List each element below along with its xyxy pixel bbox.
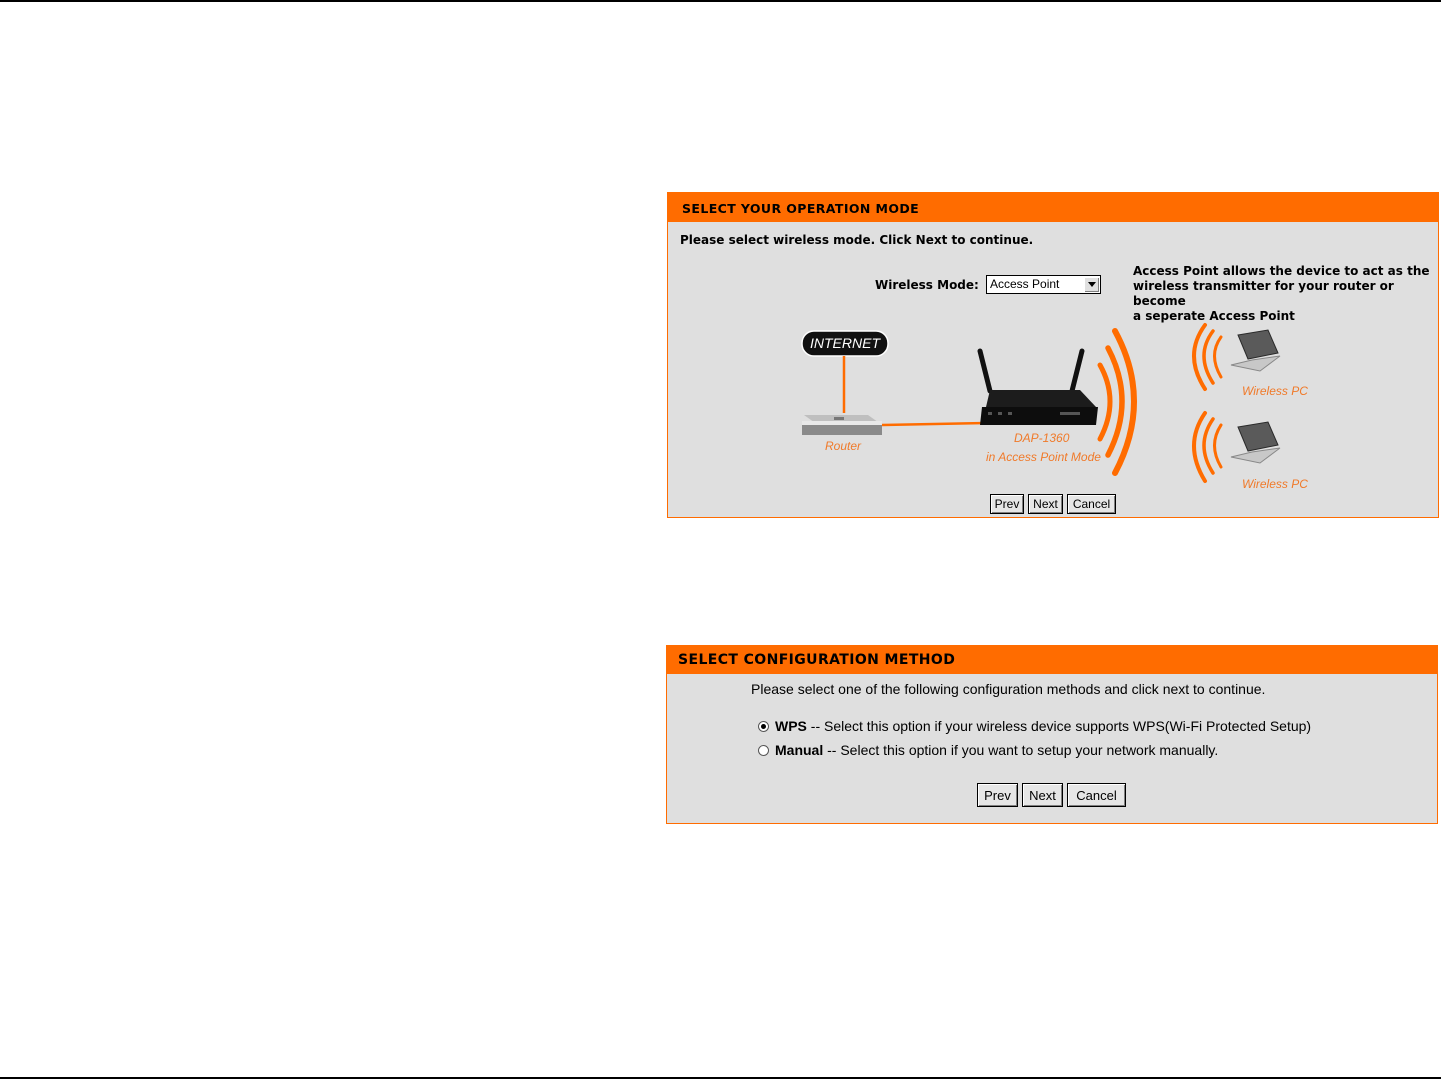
wps-option-description: -- Select this option if your wireless device supports WPS(Wi-Fi Protected Setup)	[806, 718, 1312, 734]
wps-option[interactable]	[758, 718, 1311, 734]
description-line-1: Access Point allows the device to act as the	[1133, 264, 1430, 278]
top-border-line	[0, 0, 1441, 2]
description-line-3: a seperate Access Point	[1133, 309, 1295, 323]
manual-option-description: -- Select this option if you want to setup your network manually.	[823, 742, 1219, 758]
configuration-method-title: SELECT CONFIGURATION METHOD	[678, 652, 956, 668]
manual-option[interactable]	[758, 742, 1218, 758]
wps-radio-button[interactable]	[758, 721, 769, 732]
config-next-button[interactable]: Next	[1022, 783, 1063, 807]
wireless-pc-label-1: Wireless PC	[1242, 384, 1308, 398]
wireless-pc-label-2: Wireless PC	[1242, 477, 1308, 491]
ap-label-model: DAP-1360	[1014, 431, 1070, 445]
ap-wireless-waves-icon	[1100, 331, 1134, 473]
configuration-method-header	[667, 646, 1437, 674]
ap-label-mode: in Access Point Mode	[986, 450, 1101, 464]
wireless-pc-icon-2	[1194, 413, 1280, 481]
network-diagram	[668, 193, 1438, 517]
operation-mode-title: SELECT YOUR OPERATION MODE	[682, 201, 920, 216]
config-cancel-button[interactable]: Cancel	[1067, 783, 1126, 807]
internet-label: INTERNET	[810, 335, 880, 351]
wps-option-name: WPS	[775, 718, 807, 734]
prev-button[interactable]: Prev	[990, 494, 1024, 514]
router-label: Router	[825, 439, 862, 453]
access-point-icon	[980, 351, 1098, 425]
bottom-border-line	[0, 1077, 1441, 1079]
operation-mode-panel	[667, 192, 1439, 518]
operation-instruction: Please select wireless mode. Click Next to continue.	[680, 233, 1034, 247]
manual-option-name: Manual	[775, 742, 824, 758]
configuration-method-panel	[666, 645, 1438, 824]
radio-selected-dot-icon	[761, 724, 766, 729]
router-icon	[802, 415, 882, 435]
manual-radio-button[interactable]	[758, 745, 769, 756]
description-line-2: wireless transmitter for your router or become	[1133, 279, 1394, 308]
wireless-mode-label: Wireless Mode:	[875, 278, 979, 292]
next-button[interactable]: Next	[1028, 494, 1063, 514]
config-prev-button[interactable]: Prev	[977, 783, 1018, 807]
configuration-instruction: Please select one of the following configuration methods and click next to continue.	[751, 681, 1266, 697]
wireless-pc-icon-1	[1194, 325, 1280, 389]
cancel-button[interactable]: Cancel	[1067, 494, 1116, 514]
wireless-mode-value: Access Point	[990, 277, 1060, 291]
